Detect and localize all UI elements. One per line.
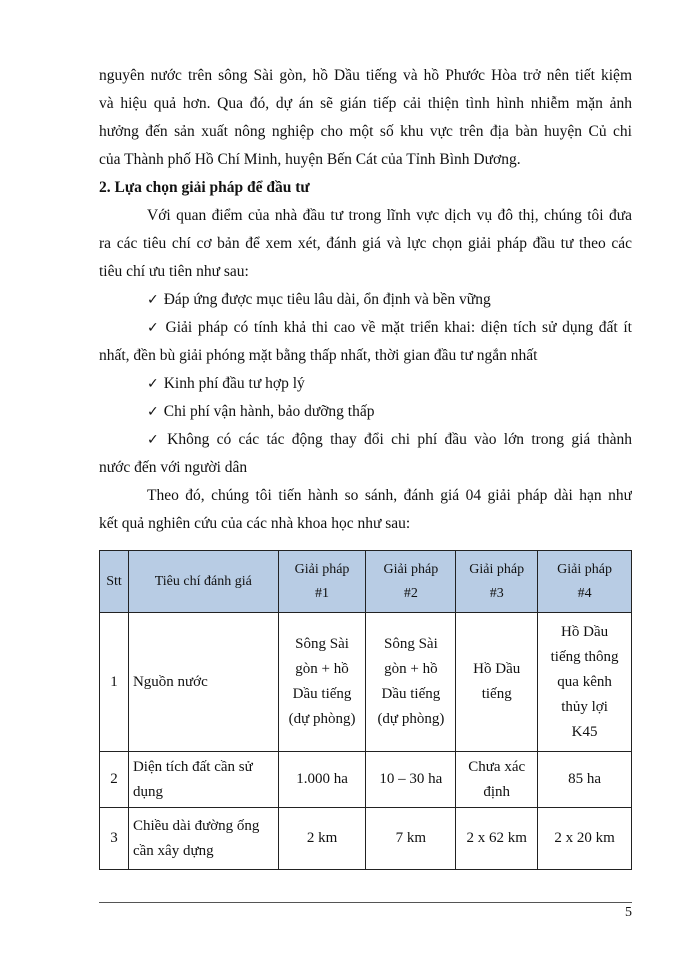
cell-line: Dầu tiếng [292,686,352,702]
footer-divider [99,902,632,903]
cell-line: cần xây dựng [132,842,214,859]
list-item-continuation: nước đến với người dân [99,459,248,476]
header-line: #1 [315,585,330,601]
cell-line: gòn + hồ [384,661,438,677]
text-line: tiêu chí ưu tiên như sau: [99,263,249,280]
cell-solution-2 [366,613,456,752]
cell-stt: 1 [100,613,129,752]
list-item-text: Kinh phí đầu tư hợp lý [163,375,305,392]
cell-line: dụng [132,783,163,800]
check-mark-icon: ✓ [147,404,159,420]
cell-solution-3 [456,613,538,752]
section-heading [99,174,632,202]
cell-line: thủy lợi [561,698,608,715]
cell-line: Hồ Dầu [561,623,609,640]
list-item [99,370,632,398]
cell-solution-3 [456,752,538,808]
cell-line: Sông Sài [383,636,438,652]
header-line: #4 [577,585,592,601]
text-line: nguyên nước trên sông Sài gòn, hồ Dầu tiếng và hồ Phước Hòa trở nên tiết kiệm [99,67,632,84]
table-row [100,613,632,752]
cell-line: qua kênh [557,673,612,690]
check-mark-icon: ✓ [147,432,163,448]
comparison-table [99,550,632,870]
text-line: kết quả nghiên cứu của các nhà khoa học như sau: [99,515,411,532]
criteria-list [99,286,632,482]
cell-line: Dầu tiếng [381,686,441,702]
list-item-text: Giải pháp có tính khả thi cao về mặt triển khai: diện tích sử dụng đất ít [165,319,632,336]
cell-solution-4 [538,613,632,752]
cell-solution-1: 1.000 ha [278,752,366,808]
paragraph-criteria [99,202,632,286]
cell-solution-4: 2 x 20 km [538,808,632,870]
header-line: Giải pháp [294,561,350,577]
cell-line: gòn + hồ [295,661,349,677]
text-line: Theo đó, chúng tôi tiến hành so sánh, đánh giá 04 giải pháp dài hạn như [147,487,632,504]
table-row [100,808,632,870]
header-line: Giải pháp [557,561,612,577]
paragraph-intro [99,62,632,174]
cell-line: Hồ Dầu [473,661,521,677]
check-mark-icon: ✓ [147,292,159,308]
header-line: Giải pháp [383,561,439,577]
cell-solution-2: 10 – 30 ha [366,752,456,808]
header-cell-solution-4 [538,551,632,613]
cell-stt: 2 [100,752,129,808]
header-cell-solution-3 [456,551,538,613]
cell-line: tiếng thông [550,648,619,665]
cell-line: định [483,783,511,800]
cell-solution-4: 85 ha [538,752,632,808]
page-number: 5 [625,905,632,920]
paragraph-compare [99,482,632,538]
header-cell-stt: Stt [100,551,129,613]
text-line: hưởng đến sản xuất nông nghiệp cho một số khu vực trên địa bàn huyện Củ chi [99,123,632,140]
list-item [99,426,632,454]
heading-text: 2. Lựa chọn giải pháp để đầu tư [99,179,310,196]
list-item-continuation: nhất, đền bù giải phóng mặt bằng thấp nhất, thời gian đầu tư ngắn nhất [99,347,538,364]
check-mark-icon: ✓ [147,320,161,336]
list-item-text: Chi phí vận hành, bảo dưỡng thấp [163,403,375,420]
text-line: ra các tiêu chí cơ bản để xem xét, đánh giá và lực chọn giải pháp đầu tư theo các [99,235,632,252]
cell-line: (dự phòng) [377,711,445,727]
cell-line: tiếng [481,686,512,702]
list-item [99,286,632,314]
cell-solution-3: 2 x 62 km [456,808,538,870]
header-cell-solution-2 [366,551,456,613]
table-header-row [100,551,632,613]
text-line: của Thành phố Hồ Chí Minh, huyện Bến Cát của Tỉnh Bình Dương. [99,151,521,168]
list-item [99,398,632,426]
cell-solution-2: 7 km [366,808,456,870]
cell-criterion [128,808,278,870]
header-line: #3 [489,585,504,601]
list-item-text: Đáp ứng được mục tiêu lâu dài, ổn định và bền vững [163,291,491,308]
cell-criterion: Nguồn nước [128,613,278,752]
header-cell-criterion: Tiêu chí đánh giá [128,551,278,613]
list-item-text: Không có các tác động thay đổi chi phí đầu vào lớn trong giá thành [167,431,632,448]
cell-solution-1: 2 km [278,808,366,870]
cell-line: Sông Sài [295,636,349,652]
cell-line: Chiều dài đường ống [132,817,260,834]
text-line: và hiệu quả hơn. Qua đó, dự án sẽ gián tiếp cải thiện tình hình nhiễm mặn ảnh [99,95,632,112]
table-row [100,752,632,808]
cell-criterion [128,752,278,808]
cell-line: Diện tích đất cần sử [132,758,253,775]
list-item [99,314,632,342]
cell-line: (dự phòng) [288,711,356,727]
cell-line: Chưa xác [468,758,526,775]
header-line: Giải pháp [469,561,525,577]
check-mark-icon: ✓ [147,376,159,392]
cell-line: K45 [571,723,598,740]
header-cell-solution-1 [278,551,366,613]
cell-stt: 3 [100,808,129,870]
header-line: #2 [403,585,418,601]
cell-solution-1 [278,613,366,752]
text-line: Với quan điểm của nhà đầu tư trong lĩnh vực dịch vụ đô thị, chúng tôi đưa [147,207,632,224]
